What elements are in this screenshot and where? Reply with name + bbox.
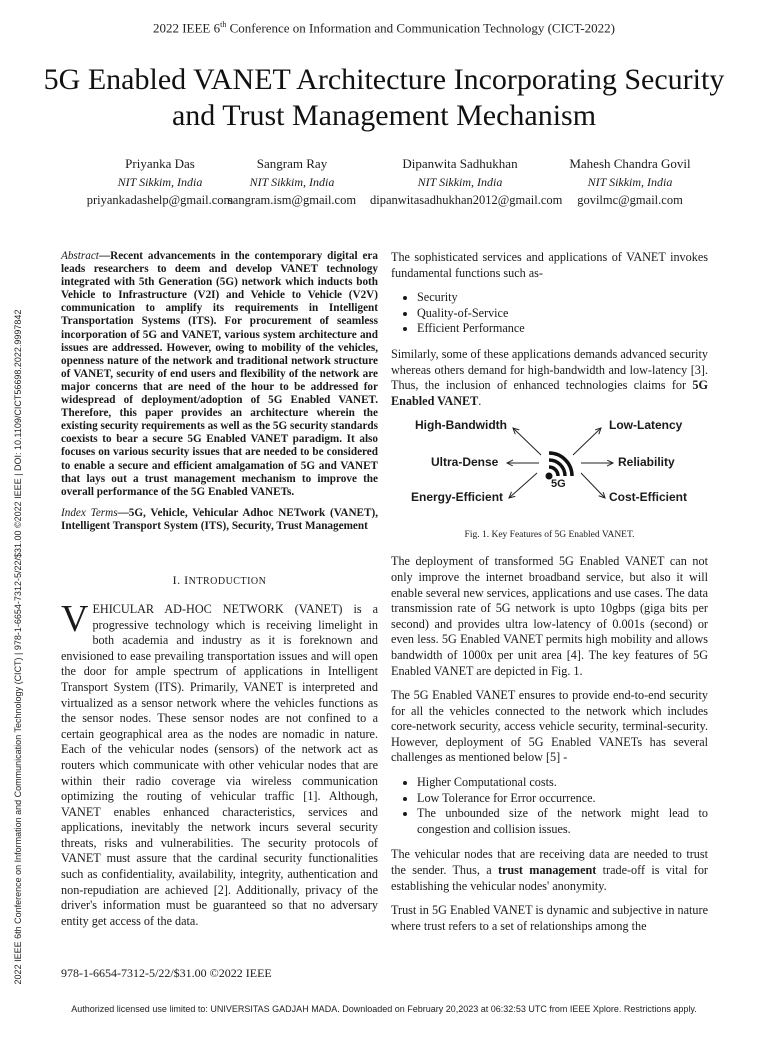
isbn-footer: 978-1-6654-7312-5/22/$31.00 ©2022 IEEE xyxy=(61,966,272,980)
arrow xyxy=(509,473,537,498)
arrow xyxy=(513,428,541,455)
figure-label: Ultra-Dense xyxy=(431,455,499,470)
doi-side-strip: 2022 IEEE 6th Conference on Information and Communication Technology (CICT) | 978-1-6654-7312-5/22/$31.00 ©2022 IEEE | DOI: 10.1109/CICT56698.2022.9997842 xyxy=(13,309,23,985)
author-name: Sangram Ray xyxy=(256,156,328,171)
author-affiliation: NIT Sikkim, India xyxy=(117,175,203,189)
author-email: priyankadashelp@gmail.com xyxy=(86,193,234,207)
arrow xyxy=(573,428,601,455)
author-affiliation: NIT Sikkim, India xyxy=(587,175,673,189)
figure-label: Energy-Efficient xyxy=(411,490,504,505)
figure-caption: Fig. 1. Key Features of 5G Enabled VANET. xyxy=(464,530,635,541)
author-affiliation: NIT Sikkim, India xyxy=(417,175,503,189)
author-name: Mahesh Chandra Govil xyxy=(569,156,691,171)
drop-cap: V xyxy=(61,597,89,640)
paragraph: The vehicular nodes that are receiving data are needed to trust the sender. Thus, a trust management trade-off is vital for establishing the vehicular nodes' anonymity. xyxy=(391,847,708,893)
author-block xyxy=(370,155,563,209)
abstract-text: —Recent advancements in the contemporary digital era leads researchers to deem and develop VANET technology integrated with 5th Generation (5G) network which inducts both Vehicle to Infrastructure (V2I) and Vehicle to Vehicle (V2V) communication to amplify its requirements in Intelligent Transportation Systems (ITS). For procurement of seamless incorporation of 5G and VANET, various system architecture and issues are addressed. However, owing to mobility of the vehicles, openness nature of the network and traditional network structure of VANET, security of end users and flexibility of the network are major concerns that are need of the hour to be addressed for widespread of deployment/adoption of 5G Enabled VANET. Therefore, this paper provides an architecture wherein the existing security requirements as well as the 5G security standards coexists to bear a secure 5G Enabled VANET paradigm. It also focuses on various security issues that are needed to be considered to enable a secure and efficient amalgamation of 5G and VANET that lays out a trust management mechanism to improve the overall performance of the 5G Enabled VANETs. xyxy=(61,250,378,498)
list-item: • Efficient Performance xyxy=(417,321,708,337)
wifi-icon xyxy=(546,453,573,480)
abstract xyxy=(61,250,378,499)
figure-arrows xyxy=(391,418,708,526)
author-block xyxy=(85,155,235,209)
figure-label: High-Bandwidth xyxy=(415,418,507,433)
paragraph: The deployment of transformed 5G Enabled VANET can not only improve the internet broadband service, but also it will enable several new services, applications and use cases. The data transmission rate of 5G network is upto 10gbps (giga bits per second) and provides ultra low-latency of 0.001s (second) or even less. 5G Enabled VANET permits high mobility and allows bandwidth of 1000x per unit area [4]. The key features of 5G Enabled VANET are depicted in Fig. 1. xyxy=(391,554,708,678)
paragraph: The sophisticated services and applications of VANET invokes fundamental functions such as- xyxy=(391,250,708,280)
intro-paragraph: VEHICULAR AD-HOC NETWORK (VANET) is a progressive technology which is receiving limelight in both academia and industry as it is foreknown and envisioned to ease prevailing transportation issues and will open the door for ample spectrum of applications in Intelligent Transport System (ITS). Primarily, VANET is interpreted and virtualized as a sensor network where the vehicles functions as the sensor nodes. These sensor nodes are not confined to a certain geographical area as the nodes are nomadic in nature. Each of the vehicular nodes (sensors) of the network act as routers which communicate with other vehicular nodes that are within their radio coverage via wireless communication optimizing the routing of vehicular traffic [1]. Although, VANET enables enhanced characteristics, services and applications, inevitably the network incurs several security threats, risks and vulnerabilities. The security protocols of VANET must assure that the cardinal security functionalities such as confidentiality, availability, integrity, authentication and non-repudiation are achieved [2]. Additionally, privacy of the driver's information must be guaranteed so that no adversary entity get access of the data. xyxy=(61,597,378,928)
author-email: govilmc@gmail.com xyxy=(577,193,683,207)
paragraph: The 5G Enabled VANET ensures to provide end-to-end security for all the vehicles connected to the network which includes core-network security, access vehicle security, terminal-security. However, deployment of 5G Enabled VANETs has several challenges as mentioned below [5] - xyxy=(391,688,708,765)
index-terms-lead: Index Terms xyxy=(61,506,118,519)
figure-label: Cost-Efficient xyxy=(609,490,687,505)
author-name: Dipanwita Sadhukhan xyxy=(402,156,518,171)
author-affiliation: NIT Sikkim, India xyxy=(249,175,335,189)
bullet-list xyxy=(391,775,708,837)
paragraph: Trust in 5G Enabled VANET is dynamic and subjective in nature where trust refers to a set of relationships among the xyxy=(391,903,708,933)
author-block xyxy=(222,155,362,209)
index-terms xyxy=(61,507,378,533)
index-terms-text: —5G, Vehicle, Vehicular Adhoc NETwork (VANET), Intelligent Transport System (ITS), Security, Trust Management xyxy=(61,506,378,532)
list-item: • Security xyxy=(417,290,708,306)
section-heading: I. INTRODUCTION xyxy=(172,572,267,587)
figure-label: Reliability xyxy=(618,455,675,470)
license-footer: Authorized licensed use limited to: UNIVERSITAS GADJAH MADA. Downloaded on February 20,2023 at 06:32:53 UTC from IEEE Xplore. Restrictions apply. xyxy=(71,1004,697,1014)
conference-header: 2022 IEEE 6th Conference on Information and Communication Technology (CICT-2022) xyxy=(152,20,616,36)
left-column xyxy=(61,250,378,938)
figure-5g-features xyxy=(391,418,708,526)
author-email: dipanwitasadhukhan2012@gmail.com xyxy=(370,193,563,207)
paper-title: 5G Enabled VANET Architecture Incorporating Security and Trust Management Mechanism xyxy=(43,63,725,132)
list-item: • Higher Computational costs. xyxy=(417,775,708,791)
figure-center-label: 5G xyxy=(551,478,566,491)
author-name: Priyanka Das xyxy=(125,156,195,171)
abstract-lead: Abstract xyxy=(61,250,99,262)
author-email: sangram.ism@gmail.com xyxy=(227,193,357,207)
paragraph: Similarly, some of these applications demands advanced security whereas others demand for high-bandwidth and low-latency [3]. Thus, the inclusion of enhanced technologies claims for 5G Enabled VANET. xyxy=(391,346,708,408)
arrow xyxy=(581,473,605,498)
author-block xyxy=(560,155,700,209)
right-column xyxy=(391,250,708,943)
bullet-list xyxy=(391,290,708,337)
list-item: • Low Tolerance for Error occurrence. xyxy=(417,791,708,807)
list-item: • Quality-of-Service xyxy=(417,306,708,322)
list-item: • The unbounded size of the network might lead to congestion and collision issues. xyxy=(417,806,708,837)
figure-label: Low-Latency xyxy=(609,418,683,433)
